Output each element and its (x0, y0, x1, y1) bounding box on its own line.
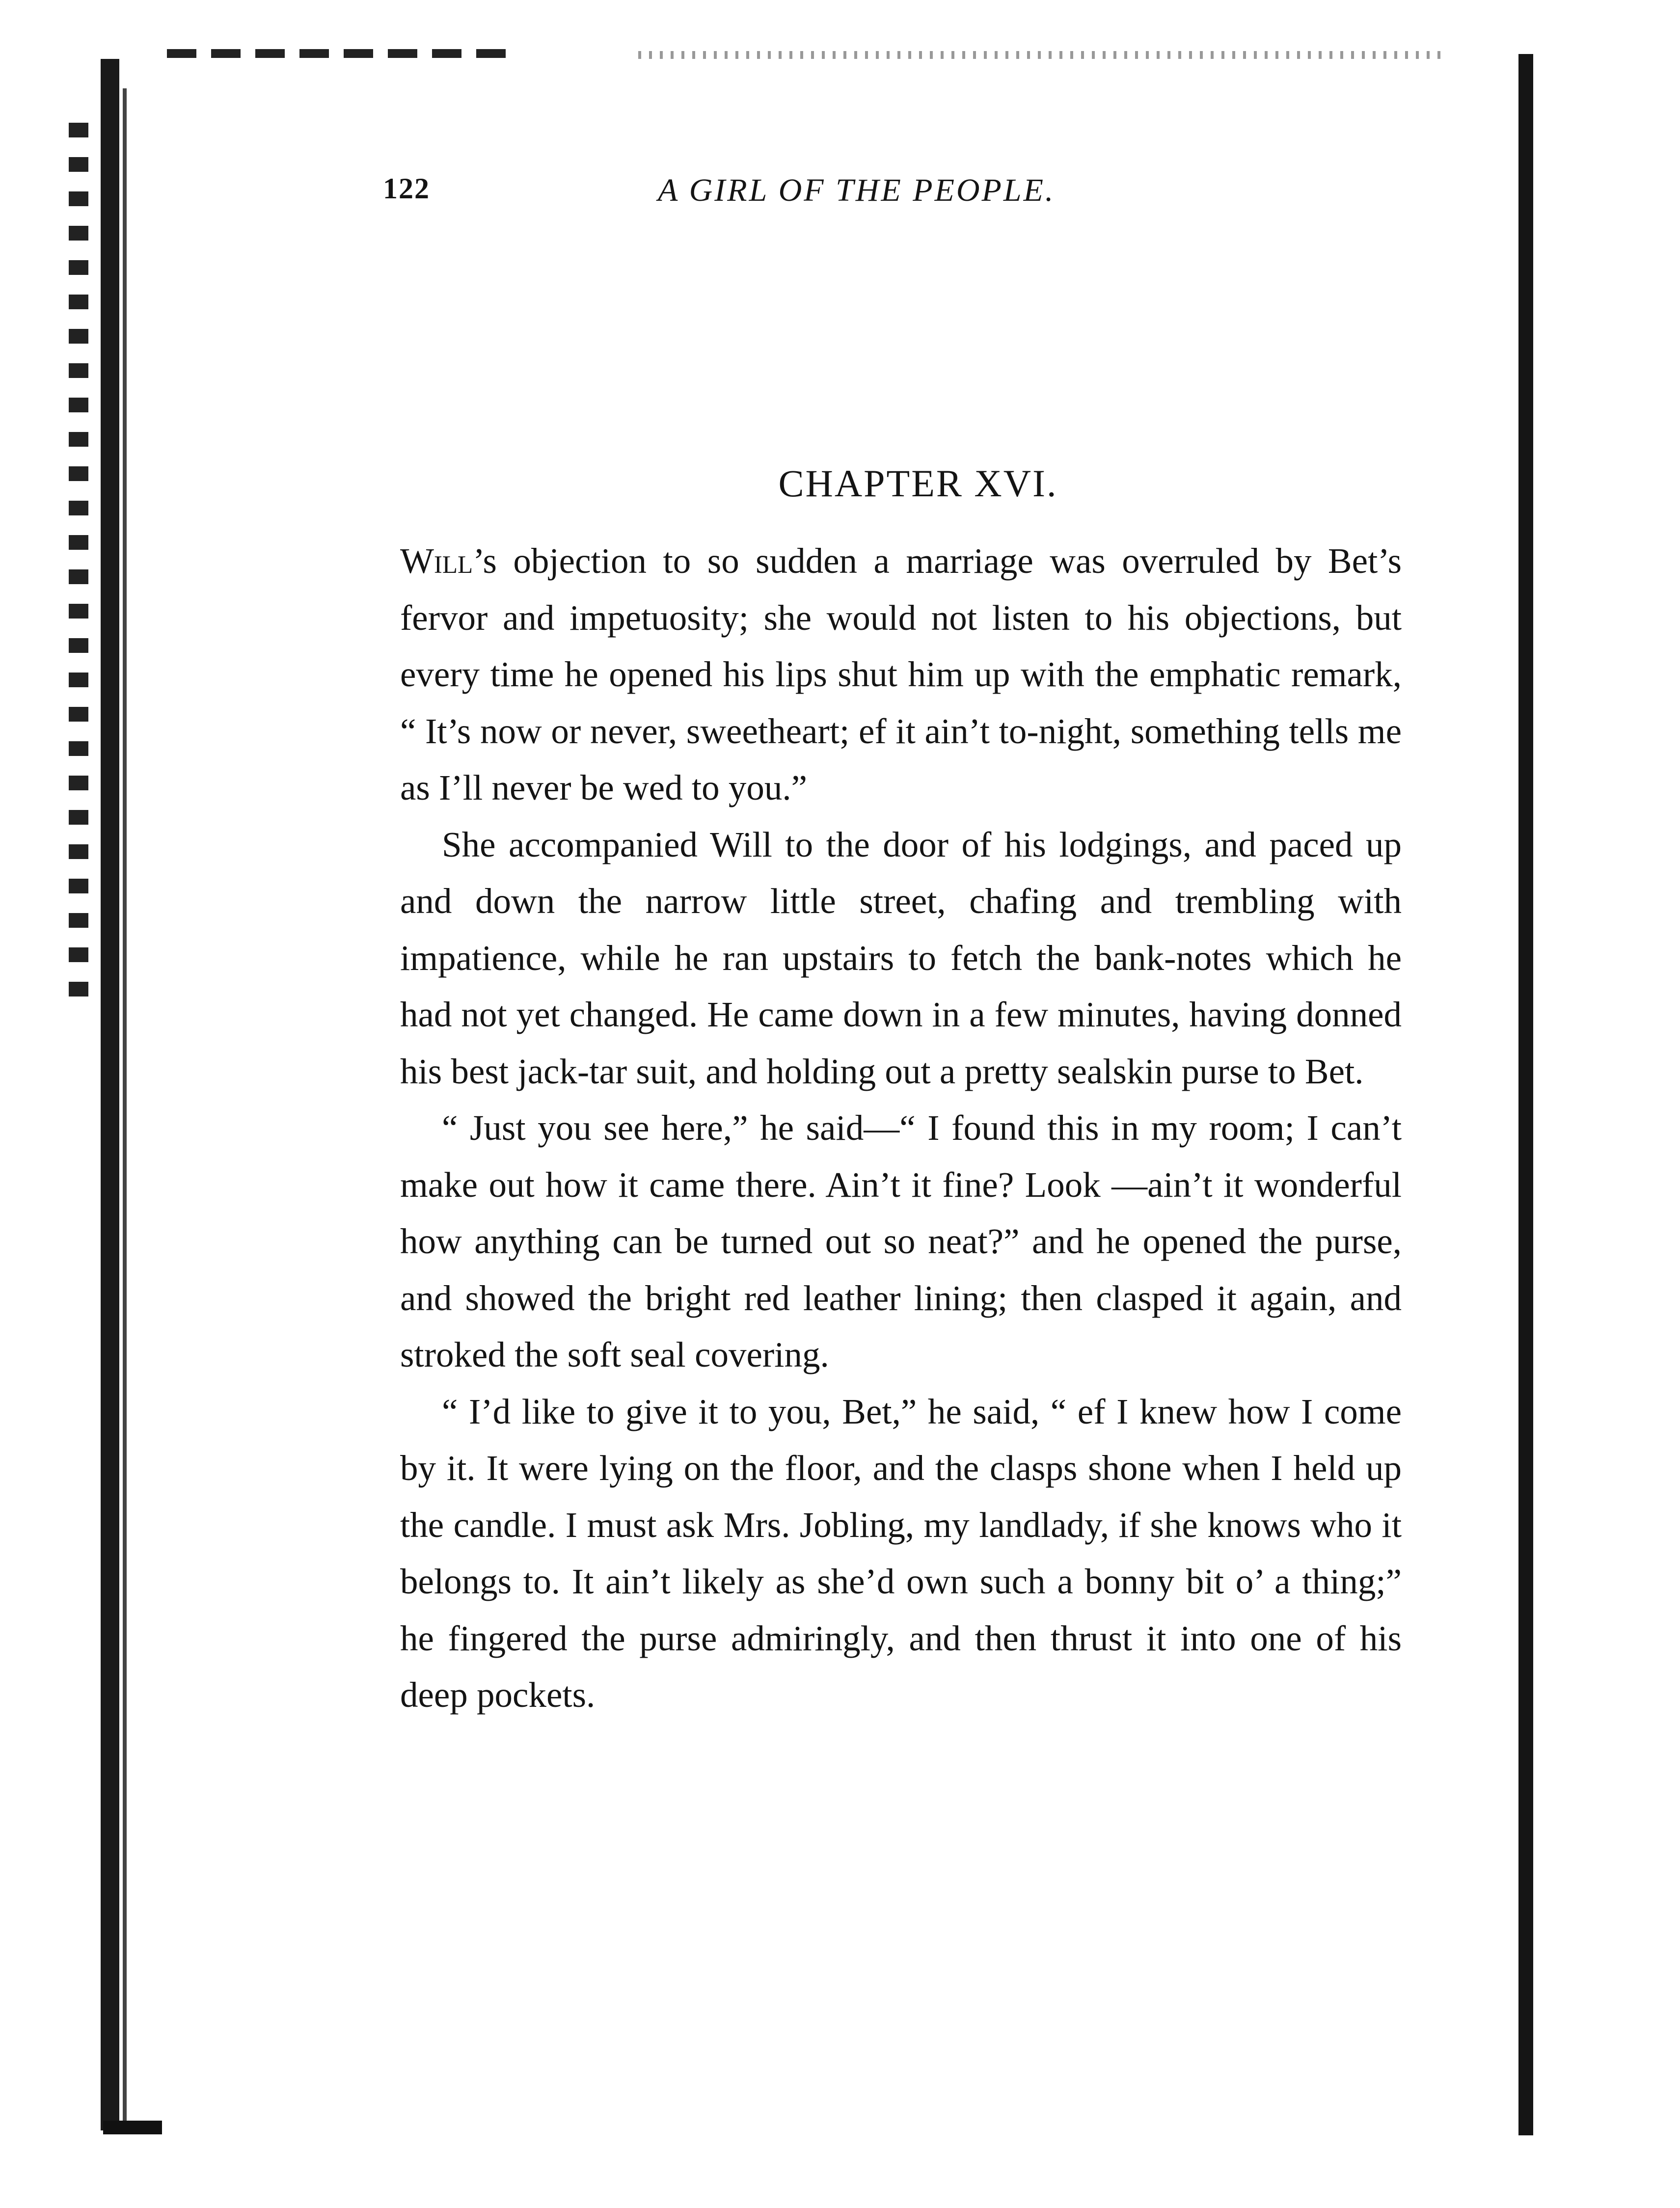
paragraph-4: “ I’d like to give it to you, Bet,” he said, “ ef I knew how I come by it. It were lying on the floor, and the clasps shone when I held up the candle. I must ask Mrs. Jobling, my landlady, if she knows who it belongs to. It ain’t likely as she’d own such a bonny bit o’ a thing;” he fingered the purse admiringly, and then thrust it into one of his deep pockets. (400, 1391, 1402, 1715)
scan-speckle-top (638, 51, 1448, 59)
page-number: 122 (383, 172, 430, 205)
running-head-title: A GIRL OF THE PEOPLE. (658, 172, 1056, 208)
paragraph-3: “ Just you see here,” he said—“ I found this in my room; I can’t make out how it came there. Ain’t it fine? Look —ain’t it wonderful how anything can be turned out so neat?” and he opened the purse, and showed the bright red leather lining; then clasped it again, and stroked the soft seal covering. (400, 1108, 1402, 1374)
body-text (400, 533, 1402, 1723)
running-head (383, 172, 1453, 226)
paragraph-1-text: ’s objection to so sudden a marriage was overruled by Bet’s fervor and impetuosity; she would not listen to his objections, but every time he opened his lips shut him up with the emphatic remark, “ It’s now or never, sweetheart; ef it ain’t to-night, something tells me as I’ll never be wed to you.” (400, 541, 1402, 808)
paragraph-2: She accompanied Will to the door of his lodgings, and paced up and down the narrow little street, chafing and trembling with impatience, while he ran upstairs to fetch the bank-notes which he had not yet changed. He came down in a few minutes, having donned his best jack-tar suit, and holding out a pretty sealskin purse to Bet. (400, 824, 1402, 1091)
scan-binding-shadow-left (101, 59, 119, 2130)
scan-binding-line-left (123, 88, 127, 2126)
paragraph-lead-word: Will (400, 541, 473, 581)
scan-edge-marks-left (69, 123, 88, 1006)
scan-binding-shadow-right (1518, 54, 1533, 2135)
scan-edge-mark-bottom (103, 2121, 162, 2134)
paragraph-1 (400, 533, 1402, 816)
chapter-title: CHAPTER XVI. (778, 462, 1058, 505)
scan-edge-marks-top (167, 49, 511, 58)
